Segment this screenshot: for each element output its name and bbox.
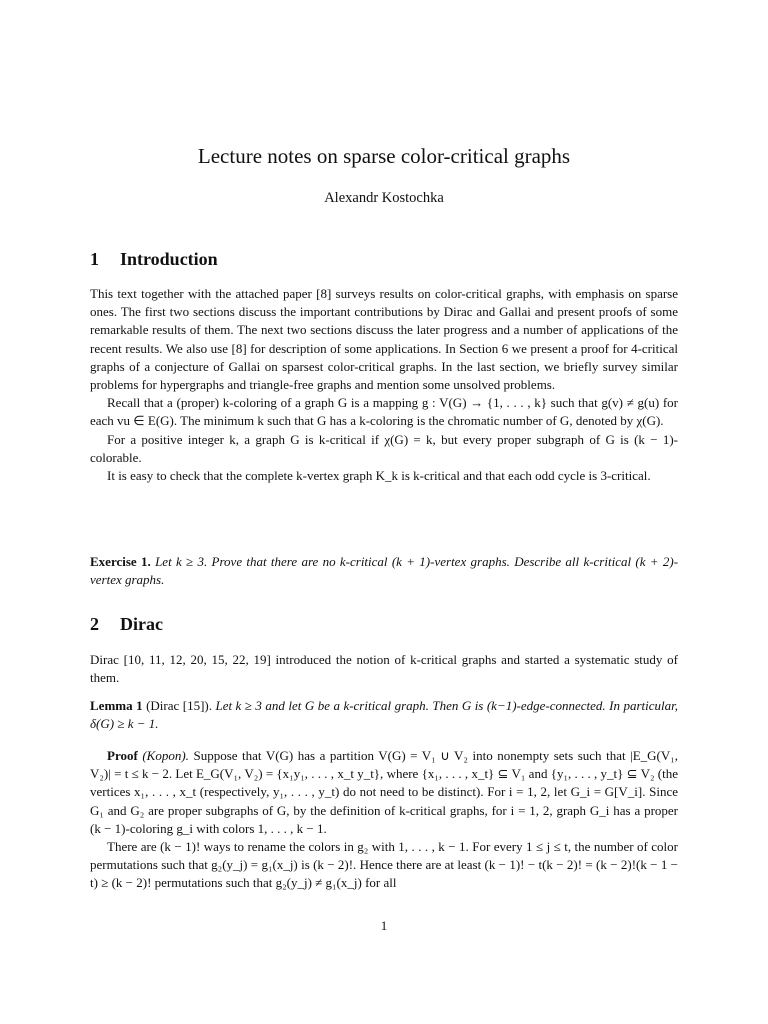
easy-check-paragraph: It is easy to check that the complete k-vertex graph K_k is k-critical and that each odd cycle is 3-critical. — [107, 468, 651, 484]
lemma-text: Let k ≥ 3 and let G be a k-critical graph. Then G is (k−1)-edge-connected. In particular, δ(G) ≥ k − 1. — [90, 698, 679, 732]
page-number: 1 — [380, 918, 388, 933]
intro-paragraph — [90, 285, 678, 485]
critical-definition: For a positive integer k, a graph G is k-critical if χ(G) = k, but every proper subgraph of G is (k − 1)-colorable. — [90, 431, 678, 465]
proof-text: Suppose that V(G) has a partition V(G) = V₁ ∪ V₂ into nonempty sets such that |E_G(V₁, V₂)| = t ≤ k − 2. Let E_G(V₁, V₂) = {x₁y₁, . . . , x_t y_t}, where {x₁, . . . , x_t} ⊆ V₁ and {y₁, . . . , y_t} ⊆ V₂ (the vertices x₁, . . . , x_t (respectively, y₁, . . . , y_t) do not need to be distinct). For i = 1, 2, let G_i = G[V_i]. Since G₁ and G₂ are proper subgraphs of G, by the definition of k-critical graphs, for i = 1, 2, graph G_i has a proper (k − 1)-coloring g_i with colors 1, . . . , k − 1. — [90, 748, 679, 836]
intro-text: This text together with the attached paper [8] surveys results on color-critical graphs, with emphasis on sparse ones. The first two sections discuss the important contributions by Dirac and Gallai and present proofs of some remarkable results of them. The next two sections discuss the later progress and a number of applications of the recent results. We also use [8] for description of some applications. In Section 6 we present a proof for 4-critical graphs of a conjecture of Gallai on sparsest color-critical graphs. In the last section, we briefly survey similar problems for hypergraphs and triangle-free graphs and mention some unsolved problems. — [90, 286, 678, 393]
exercise-text: Let k ≥ 3. Prove that there are no k-critical (k + 1)-vertex graphs. Describe all k-critical (k + 2)-vertex graphs. — [90, 554, 679, 588]
lemma-block — [90, 697, 678, 733]
section-heading-dirac — [90, 614, 163, 635]
exercise-label: Exercise 1. — [90, 554, 151, 569]
paper-title: Lecture notes on sparse color-critical graphs — [197, 144, 571, 168]
lemma-attribution: (Dirac [15]). — [146, 698, 212, 713]
section-number: 2 — [90, 614, 99, 634]
proof-attribution: (Kopon). — [142, 748, 189, 763]
dirac-intro-paragraph — [90, 651, 678, 687]
coloring-definition: Recall that a (proper) k-coloring of a graph G is a mapping g : V(G) → {1, . . . , k} such that g(v) ≠ g(u) for each vu ∈ E(G). The minimum k such that G has a k-coloring is the chromatic number of G, denoted by χ(G). — [90, 395, 678, 429]
dirac-intro-text: Dirac [10, 11, 12, 20, 15, 22, 19] introduced the notion of k-critical graphs and started a systematic study of them. — [90, 652, 678, 686]
paper-author: Alexandr Kostochka — [324, 190, 444, 206]
section-number: 1 — [90, 249, 99, 269]
proof-text-continued: There are (k − 1)! ways to rename the colors in g₂ with 1, . . . , k − 1. For every 1 ≤ j ≤ t, the number of color permutations such that g₂(y_j) = g₁(x_j) is (k − 2)!. Hence there are at least (k − 1)! − t(k − 2)! = (k − 2)!(k − 1 − t) ≥ (k − 2)! permutations such that g₂(y_j) ≠ g₁(x_j) for all — [90, 839, 678, 891]
lemma-label: Lemma 1 — [90, 698, 143, 713]
section-heading-introduction — [90, 249, 218, 270]
section-title: Dirac — [120, 614, 163, 634]
proof-label: Proof — [107, 748, 138, 763]
section-title: Introduction — [120, 249, 218, 269]
proof-block — [90, 747, 678, 893]
exercise-block — [90, 553, 678, 589]
